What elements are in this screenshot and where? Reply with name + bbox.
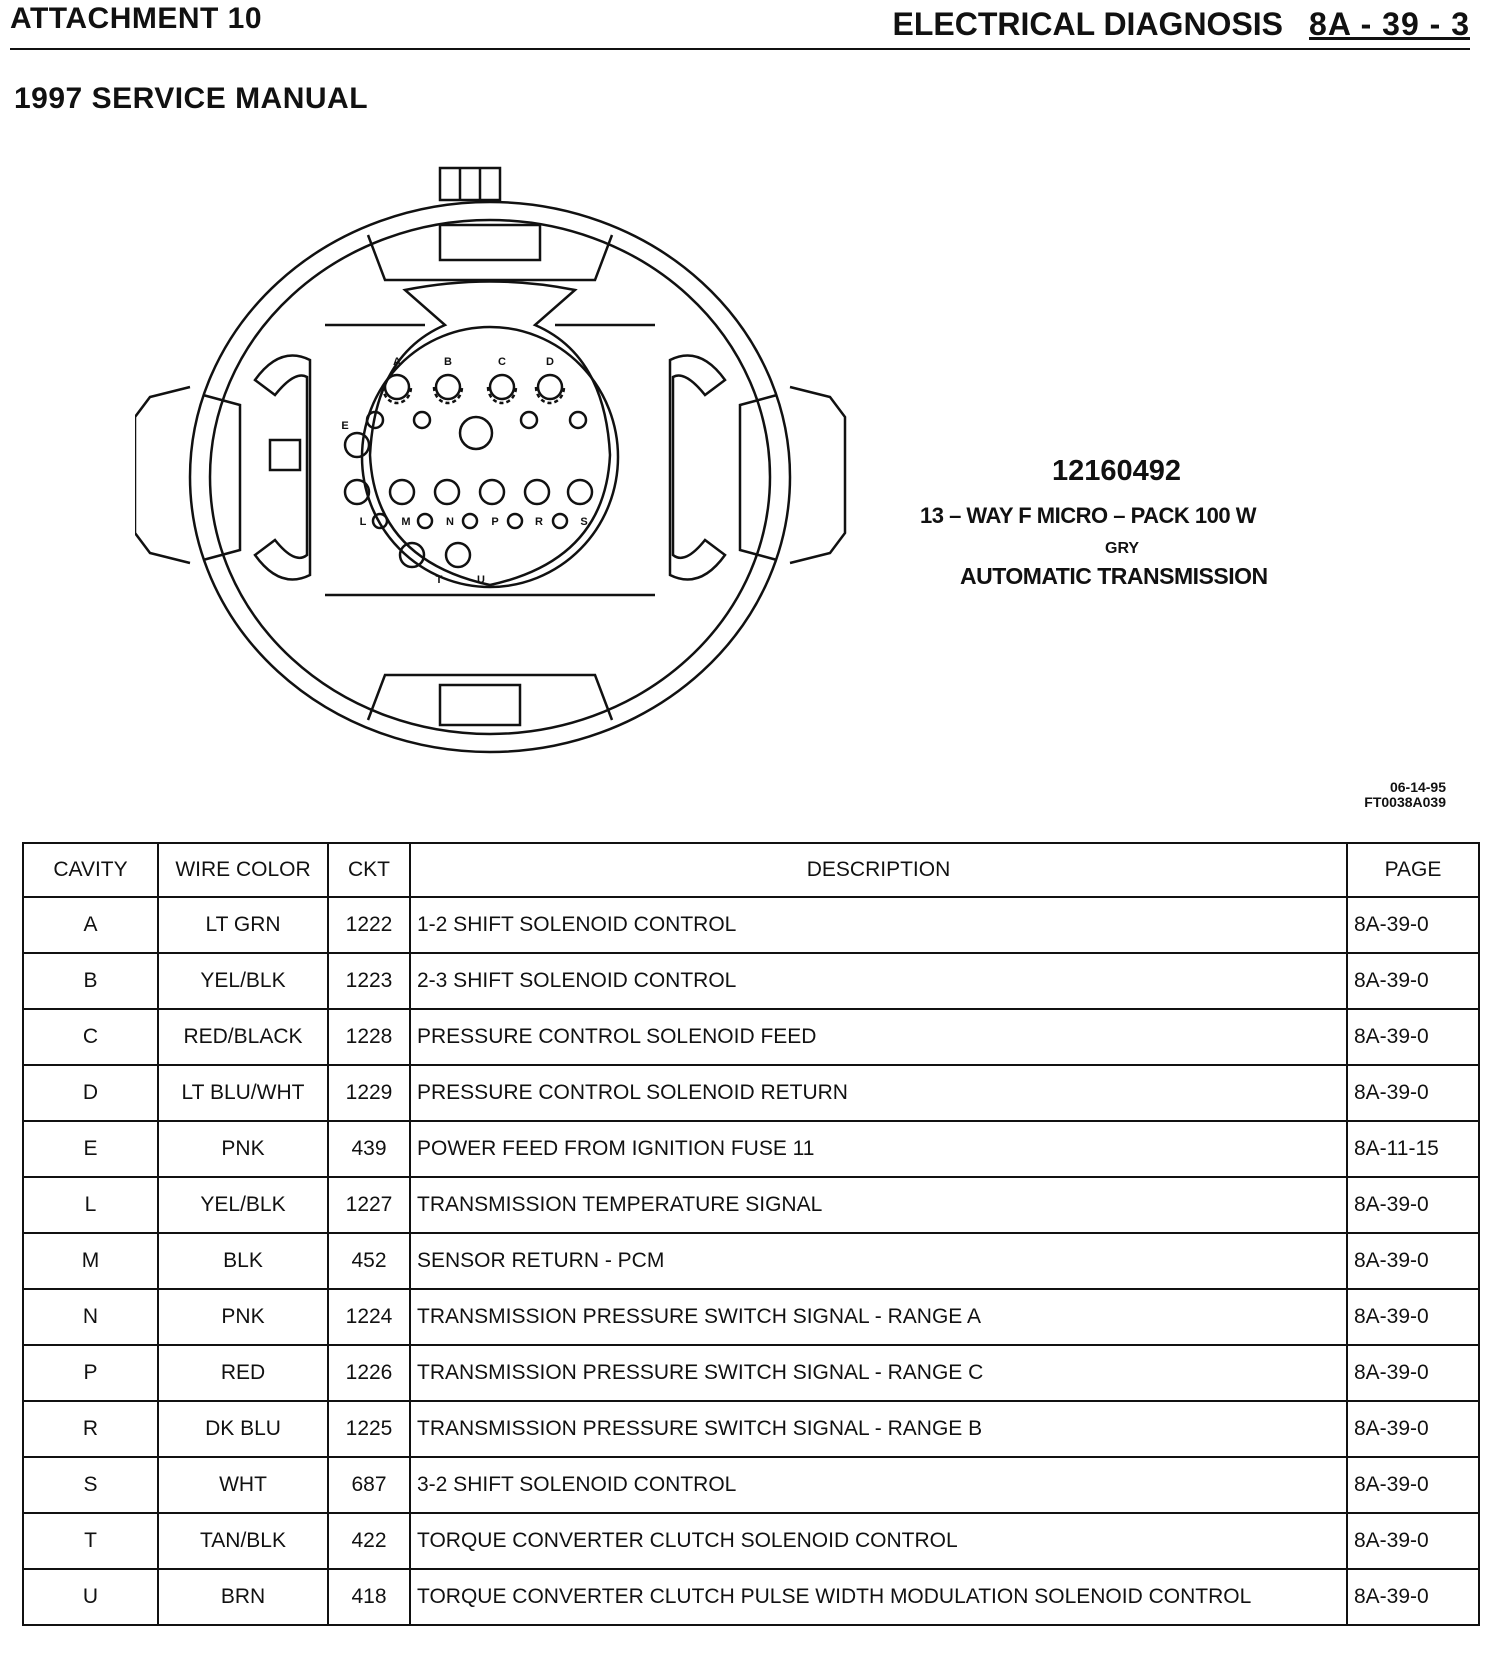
cell-ckt: 418 [328,1569,410,1625]
cell-wire-color: DK BLU [158,1401,328,1457]
table-row [23,1401,1479,1457]
cell-page: 8A-39-0 [1347,953,1479,1009]
cell-cavity: B [23,953,158,1009]
cavity-label-e: E [341,420,349,432]
table-row [23,953,1479,1009]
cell-wire-color: PNK [158,1289,328,1345]
connector-top-tab [440,168,500,200]
cell-description: TRANSMISSION TEMPERATURE SIGNAL [410,1177,1347,1233]
pinout-table [22,842,1480,1626]
cavity-label-s: S [580,516,588,528]
cell-wire-color: BLK [158,1233,328,1289]
table-row [23,1065,1479,1121]
cell-description: 3-2 SHIFT SOLENOID CONTROL [410,1457,1347,1513]
cell-page: 8A-39-0 [1347,1457,1479,1513]
cell-description: TORQUE CONVERTER CLUTCH SOLENOID CONTROL [410,1513,1347,1569]
cavity-label-n: N [446,516,454,528]
cell-description: TRANSMISSION PRESSURE SWITCH SIGNAL - RANGE C [410,1345,1347,1401]
table-row [23,1121,1479,1177]
header-page: PAGE [1347,843,1479,897]
cell-wire-color: YEL/BLK [158,1177,328,1233]
cell-page: 8A-11-15 [1347,1121,1479,1177]
cell-description: POWER FEED FROM IGNITION FUSE 11 [410,1121,1347,1177]
cell-description: PRESSURE CONTROL SOLENOID RETURN [410,1065,1347,1121]
attachment-label: ATTACHMENT 10 [10,2,263,35]
table-row [23,897,1479,953]
cell-ckt: 1224 [328,1289,410,1345]
cell-description: 2-3 SHIFT SOLENOID CONTROL [410,953,1347,1009]
manual-title: 1997 SERVICE MANUAL [14,82,369,115]
connector-left-ear [135,387,190,563]
cell-cavity: P [23,1345,158,1401]
header-rule [10,48,1470,50]
cell-ckt: 1227 [328,1177,410,1233]
table-row [23,1233,1479,1289]
cell-cavity: D [23,1065,158,1121]
cavity-label-u: U [477,574,485,586]
page-number: 8A - 39 - 3 [1309,6,1470,42]
cavity-label-a: A [393,356,401,368]
cell-description: TORQUE CONVERTER CLUTCH PULSE WIDTH MODULATION SOLENOID CONTROL [410,1569,1347,1625]
figure-date: 06-14-95 [1389,779,1446,795]
header-cavity: CAVITY [23,843,158,897]
cell-wire-color: LT GRN [158,897,328,953]
table-row [23,1177,1479,1233]
figure-stamp [1364,780,1446,810]
cell-ckt: 1228 [328,1009,410,1065]
cell-cavity: S [23,1457,158,1513]
cell-cavity: L [23,1177,158,1233]
cell-page: 8A-39-0 [1347,1401,1479,1457]
cavity-label-b: B [444,356,452,368]
table-row [23,1513,1479,1569]
cell-cavity: T [23,1513,158,1569]
cell-description: 1-2 SHIFT SOLENOID CONTROL [410,897,1347,953]
table-row [23,1345,1479,1401]
cavity-row-top [383,375,564,403]
cavity-label-r: R [535,516,543,528]
cell-ckt: 687 [328,1457,410,1513]
cavity-label-p: P [491,516,499,528]
header-description: DESCRIPTION [410,843,1347,897]
cell-ckt: 1222 [328,897,410,953]
cell-ckt: 422 [328,1513,410,1569]
connector-description: 13 – WAY F MICRO – PACK 100 W [920,503,1256,528]
cell-page: 8A-39-0 [1347,1177,1479,1233]
table-header-row [23,843,1479,897]
cell-wire-color: LT BLU/WHT [158,1065,328,1121]
cell-page: 8A-39-0 [1347,1345,1479,1401]
cell-page: 8A-39-0 [1347,1065,1479,1121]
cell-description: PRESSURE CONTROL SOLENOID FEED [410,1009,1347,1065]
cell-page: 8A-39-0 [1347,1233,1479,1289]
cell-cavity: E [23,1121,158,1177]
cavity-row-middle [345,480,592,504]
connector-inner-ring [210,220,770,734]
connector-face-diagram [135,165,865,795]
cell-description: SENSOR RETURN - PCM [410,1233,1347,1289]
cell-page: 8A-39-0 [1347,1009,1479,1065]
cavity-label-l: L [359,516,367,528]
section-title: ELECTRICAL DIAGNOSIS [892,6,1284,42]
cell-cavity: R [23,1401,158,1457]
cell-description: TRANSMISSION PRESSURE SWITCH SIGNAL - RANGE B [410,1401,1347,1457]
cell-description: TRANSMISSION PRESSURE SWITCH SIGNAL - RANGE A [410,1289,1347,1345]
cell-wire-color: PNK [158,1121,328,1177]
cell-wire-color: RED [158,1345,328,1401]
cell-wire-color: RED/BLACK [158,1009,328,1065]
cell-wire-color: WHT [158,1457,328,1513]
cell-wire-color: YEL/BLK [158,953,328,1009]
cell-cavity: N [23,1289,158,1345]
cavity-label-m: M [401,516,411,528]
header-wire-color: WIRE COLOR [158,843,328,897]
cell-ckt: 1223 [328,953,410,1009]
cell-ckt: 1229 [328,1065,410,1121]
table-row [23,1457,1479,1513]
cell-page: 8A-39-0 [1347,1569,1479,1625]
cavity-label-d: D [546,356,554,368]
cavity-label-t: T [435,574,443,586]
cavity-e [345,433,369,457]
connector-part-number: 12160492 [1052,455,1182,487]
cell-ckt: 439 [328,1121,410,1177]
connector-color: GRY [1105,540,1140,557]
connector-name: AUTOMATIC TRANSMISSION [960,563,1268,589]
cavity-row-aux [367,412,586,449]
cell-ckt: 452 [328,1233,410,1289]
table-row [23,1289,1479,1345]
cell-cavity: M [23,1233,158,1289]
figure-id: FT0038A039 [1364,794,1446,810]
cell-cavity: A [23,897,158,953]
cell-cavity: U [23,1569,158,1625]
cell-ckt: 1225 [328,1401,410,1457]
header-ckt: CKT [328,843,410,897]
connector-right-ear [790,387,845,563]
cell-ckt: 1226 [328,1345,410,1401]
connector-outer-shell [190,202,790,752]
section-header [892,6,1470,43]
cell-page: 8A-39-0 [1347,1289,1479,1345]
table-row [23,1569,1479,1625]
cell-wire-color: TAN/BLK [158,1513,328,1569]
cell-page: 8A-39-0 [1347,897,1479,953]
connector-left-latch [255,356,310,580]
cell-page: 8A-39-0 [1347,1513,1479,1569]
connector-right-latch [670,356,725,580]
table-row [23,1009,1479,1065]
cavity-label-c: C [498,356,506,368]
cell-cavity: C [23,1009,158,1065]
cell-wire-color: BRN [158,1569,328,1625]
